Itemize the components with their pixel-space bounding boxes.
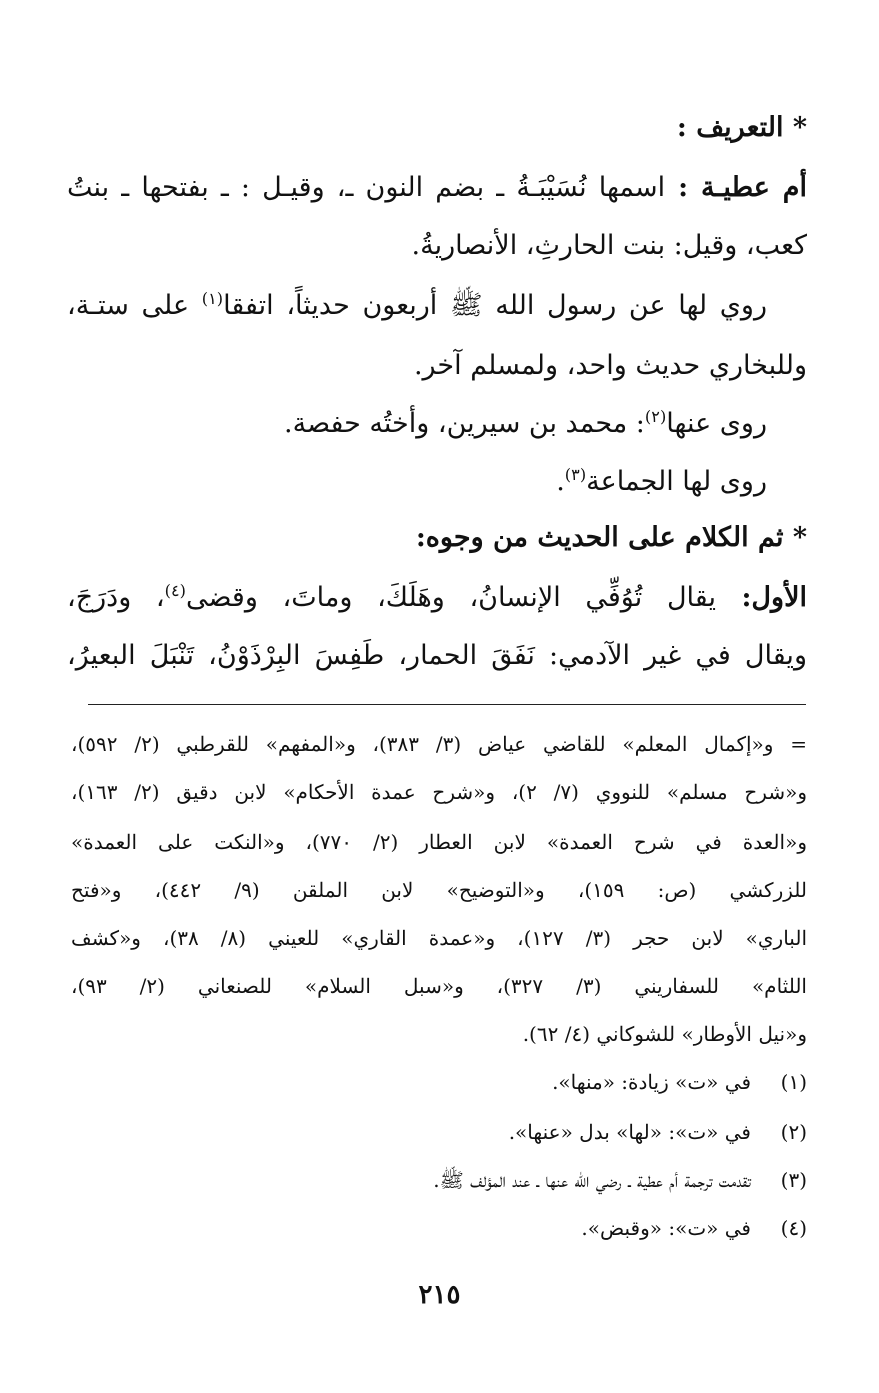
narrator-label: أم عطيـة : [665, 172, 807, 203]
footnote-text: في «ت»: «وقبض». [581, 1216, 751, 1240]
body-line-7-a: يقال تُوُفِّي الإنسانُ، وهَلَكَ، وماتَ، وقضى [186, 582, 716, 613]
section-heading-aspects: * ثم الكلام على الحديث من وجوه: [415, 522, 807, 553]
section-heading-definition: * التعريف : [676, 112, 807, 143]
body-line-2: كعب، وقيل: بنت الحارثِ، الأنصاريةُ. [411, 230, 807, 261]
body-line-7-b: ، ودَرَجَ، [67, 582, 165, 613]
footnote-ref-2: (٢) [644, 407, 667, 426]
footnote-continued-line-1: = و«إكمال المعلم» للقاضي عياض (٣/ ٣٨٣)، و«المفهم» للقرطبي (٢/ ٥٩٢)، [71, 732, 807, 756]
footnote-ref-1: (١) [201, 289, 224, 308]
footnote-continued-line-6: اللثام» للسفاريني (٣/ ٣٢٧)، و«سبل السلام» للصنعاني (٢/ ٩٣)، [71, 974, 807, 998]
footnote-continued-line-4: للزركشي (ص: ١٥٩)، و«التوضيح» لابن الملقن (٩/ ٤٤٢)، و«فتح [71, 878, 807, 902]
body-line-3-a: روي لها عن رسول الله ﷺ أربعون حديثاً، اتفقا [223, 290, 767, 321]
body-line-8: ويقال في غير الآدمي: نَفَقَ الحمار، طَفِسَ البِرْذَوْنُ، تَنْبَلَ البعيرُ، [67, 640, 807, 671]
first-aspect-label: الأول: [715, 582, 807, 613]
footnote-ref-3: (٣) [564, 465, 587, 484]
body-line-6 [67, 462, 767, 502]
footnote-continued-line-7: و«نيل الأوطار» للشوكاني (٤/ ٦٢). [522, 1022, 807, 1046]
footnote-number: (١) [780, 1070, 807, 1094]
footnote-continued-line-3: و«العدة في شرح العمدة» لابن العطار (٢/ ٧٧٠)، و«النكت على العمدة» [71, 830, 807, 854]
footnote-continued-line-2: و«شرح مسلم» للنووي (٧/ ٢)، و«شرح عمدة الأحكام» لابن دقيق (٢/ ١٦٣)، [71, 780, 807, 804]
footnote-ref-4: (٤) [164, 581, 186, 600]
footnote-continued-line-5: الباري» لابن حجر (٣/ ١٢٧)، و«عمدة القاري» للعيني (٨/ ٣٨)، و«كشف [71, 926, 807, 950]
footnote-text: تقدمت ترجمة أم عطية ـ رضي الله عنها ـ عند المؤلف ﷺ. [433, 1168, 751, 1192]
body-line-5-b: : محمد بن سيرين، وأختُه حفصة. [284, 408, 645, 439]
footnote-number: (٣) [780, 1168, 807, 1192]
body-line-5 [67, 404, 767, 444]
body-line-1 [67, 168, 807, 208]
body-line-1-text: اسمها نُسَيْبَـةُ ـ بضم النون ـ، وقيـل : ـ بفتحها ـ بنتُ [67, 172, 666, 203]
footnote-number: (٢) [780, 1120, 807, 1144]
body-line-3 [67, 286, 767, 326]
footnote-number: (٤) [780, 1216, 807, 1240]
footnote-text: في «ت» زيادة: «منها». [552, 1070, 751, 1094]
body-line-3-b: على ستـة، [67, 290, 202, 321]
body-line-4: وللبخاري حديث واحد، ولمسلم آخر. [413, 350, 807, 381]
body-line-6-b: . [556, 466, 565, 497]
page-number: ٢١٥ [418, 1280, 461, 1310]
body-line-6-a: روى لها الجماعة [586, 466, 767, 497]
body-line-5-a: روى عنها [666, 408, 767, 439]
footnote-divider [88, 704, 806, 705]
footnote-text: في «ت»: «لها» بدل «عنها». [508, 1120, 751, 1144]
body-line-7 [67, 578, 807, 618]
